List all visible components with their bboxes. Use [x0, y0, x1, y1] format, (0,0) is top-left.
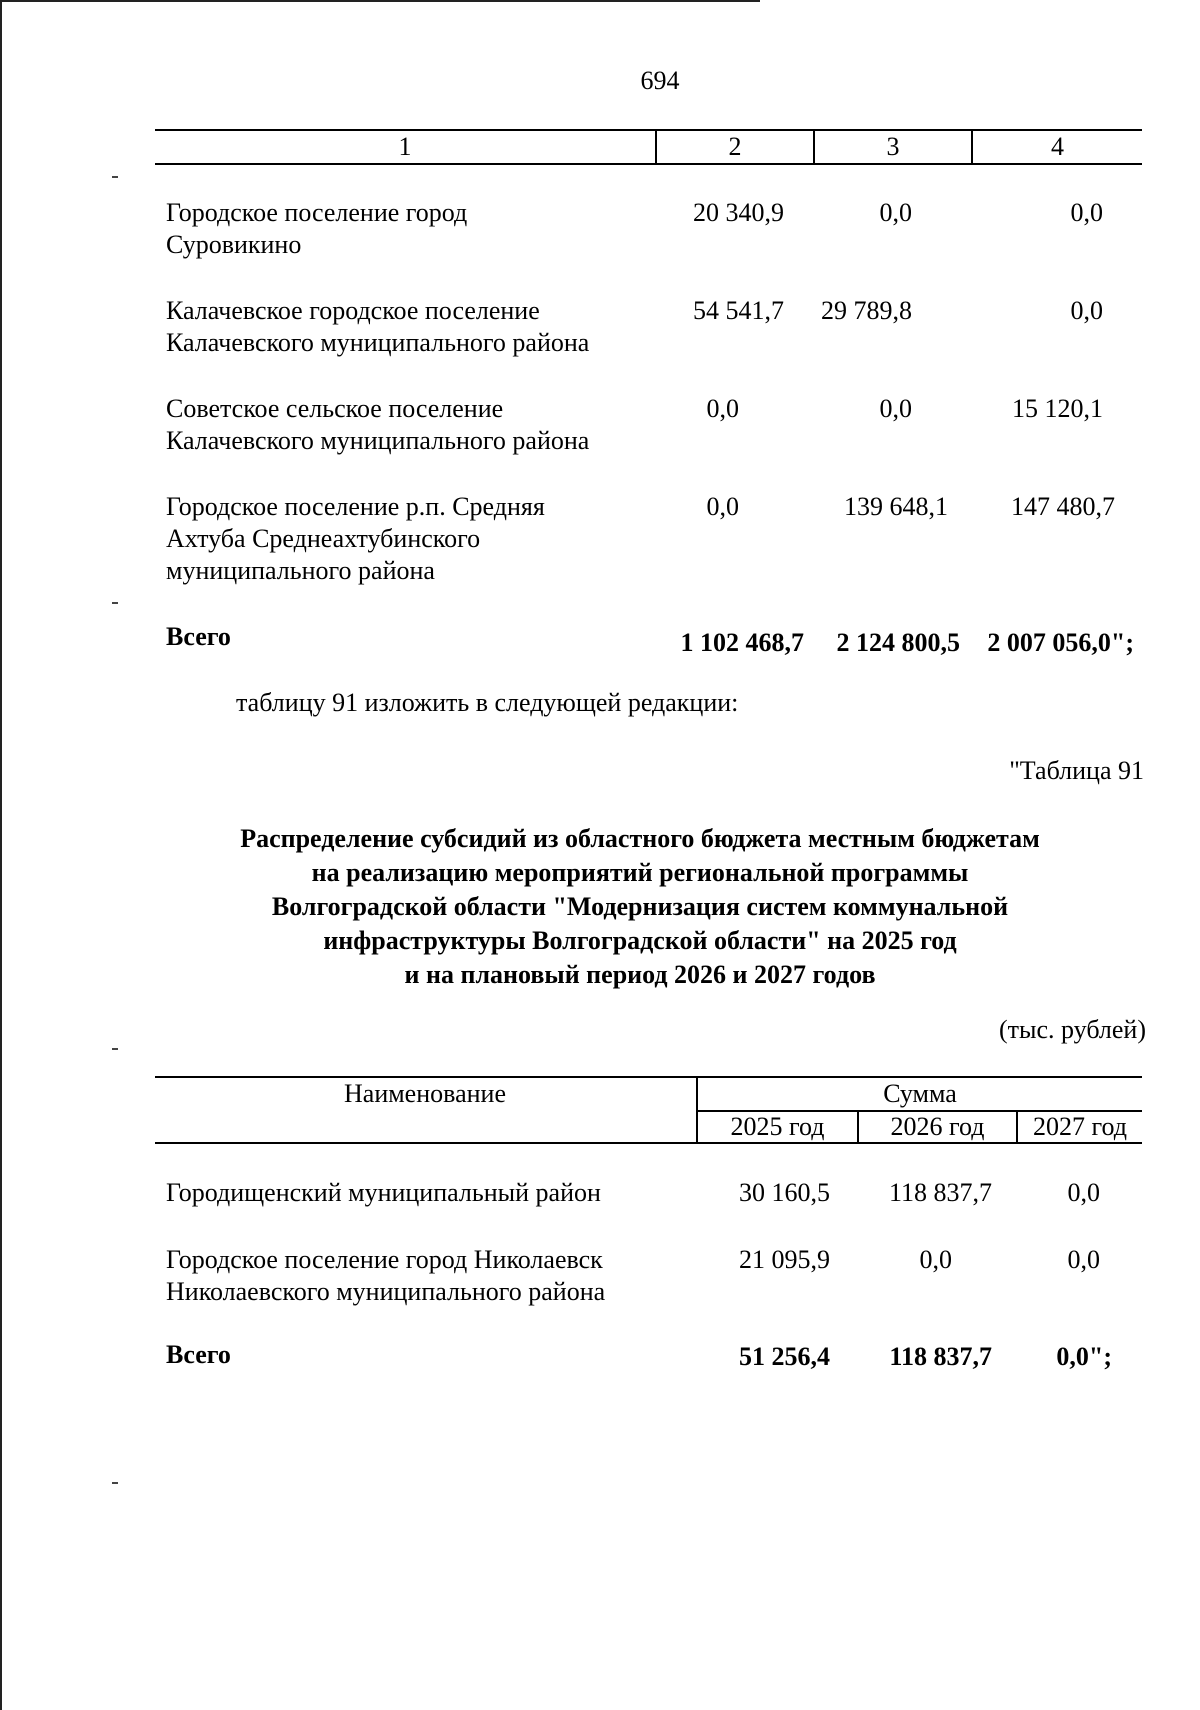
total-label: Всего: [166, 1340, 231, 1369]
margin-mark: [112, 1482, 118, 1484]
row-name-line: муниципального района: [166, 556, 435, 585]
total-value: 2 124 800,5: [836, 628, 960, 657]
cell-value: 54 541,7: [693, 296, 784, 325]
column-header-name: Наименование: [344, 1079, 506, 1108]
column-header-sum: Сумма: [883, 1079, 957, 1108]
row-name-line: Советское сельское поселение: [166, 394, 504, 423]
table-title: [160, 822, 1120, 992]
cell-value: 15 120,1: [1012, 394, 1103, 423]
title-line: Распределение субсидий из областного бюджета местным бюджетам: [240, 824, 1040, 853]
column-header: 2: [728, 132, 742, 161]
margin-mark: [112, 176, 118, 178]
cell-value: 118 837,7: [888, 1178, 992, 1207]
column-header-year: 2025 год: [730, 1112, 825, 1141]
row-name: [166, 295, 666, 359]
table-label: "Таблица 91: [1009, 756, 1144, 785]
row-name-line: Ахтуба Среднеахтубинского: [166, 524, 481, 553]
column-header-year: 2027 год: [1033, 1112, 1127, 1141]
row-name-line: Калачевского муниципального района: [166, 426, 590, 455]
column-header-year: 2026 год: [890, 1112, 985, 1141]
cell-value: 0,0: [1067, 1245, 1100, 1274]
column-header: 1: [398, 132, 412, 161]
title-line: и на плановый период 2026 и 2027 годов: [404, 960, 876, 989]
scan-edge-left: [0, 0, 2, 1710]
instruction-paragraph: таблицу 91 изложить в следующей редакции:: [236, 688, 739, 717]
units-label: (тыс. рублей): [998, 1015, 1146, 1044]
total-value: 118 837,7: [889, 1342, 992, 1371]
cell-value: 0,0: [1067, 1178, 1100, 1207]
column-header: 4: [1051, 132, 1064, 161]
total-value: 2 007 056,0";: [987, 628, 1134, 657]
cell-value: 0,0: [919, 1245, 952, 1274]
row-name: [166, 1177, 686, 1209]
cell-value: 0,0: [879, 394, 912, 423]
row-name-line: Городское поселение город: [166, 198, 468, 227]
total-value: 1 102 468,7: [680, 628, 804, 657]
row-name-line: Городское поселение город Николаевск: [166, 1245, 603, 1274]
title-line: Волгоградской области "Модернизация систем коммунальной: [271, 892, 1009, 921]
cell-value: 21 095,9: [739, 1245, 830, 1274]
margin-mark: [112, 602, 118, 604]
cell-value: 0,0: [1070, 198, 1103, 227]
row-name: [166, 197, 666, 261]
cell-value: 0,0: [879, 198, 912, 227]
row-name-line: Николаевского муниципального района: [166, 1277, 606, 1306]
cell-value: 139 648,1: [844, 492, 948, 521]
row-name-line: Городищенский муниципальный район: [166, 1178, 601, 1207]
cell-value: 0,0: [1070, 296, 1103, 325]
total-value: 51 256,4: [739, 1342, 830, 1371]
cell-value: 0,0: [706, 492, 739, 521]
cell-value: 29 789,8: [821, 296, 912, 325]
column-header: 3: [886, 132, 900, 161]
row-name-line: Калачевского муниципального района: [166, 328, 590, 357]
scan-edge-top: [0, 0, 760, 2]
page-number: 694: [640, 66, 680, 95]
row-name-line: Суровикино: [166, 230, 302, 259]
row-name: [166, 1244, 686, 1308]
row-name-line: Городское поселение р.п. Средняя: [166, 492, 545, 521]
title-line: инфраструктуры Волгоградской области" на 2025 год: [323, 926, 957, 955]
cell-value: 0,0: [706, 394, 739, 423]
row-name-line: Калачевское городское поселение: [166, 296, 540, 325]
cell-value: 30 160,5: [739, 1178, 830, 1207]
title-line: на реализацию мероприятий региональной программы: [311, 858, 969, 887]
margin-mark: [112, 1048, 118, 1050]
total-value: 0,0";: [1056, 1342, 1112, 1371]
cell-value: 147 480,7: [1011, 492, 1115, 521]
cell-value: 20 340,9: [693, 198, 784, 227]
total-label: Всего: [166, 622, 231, 651]
